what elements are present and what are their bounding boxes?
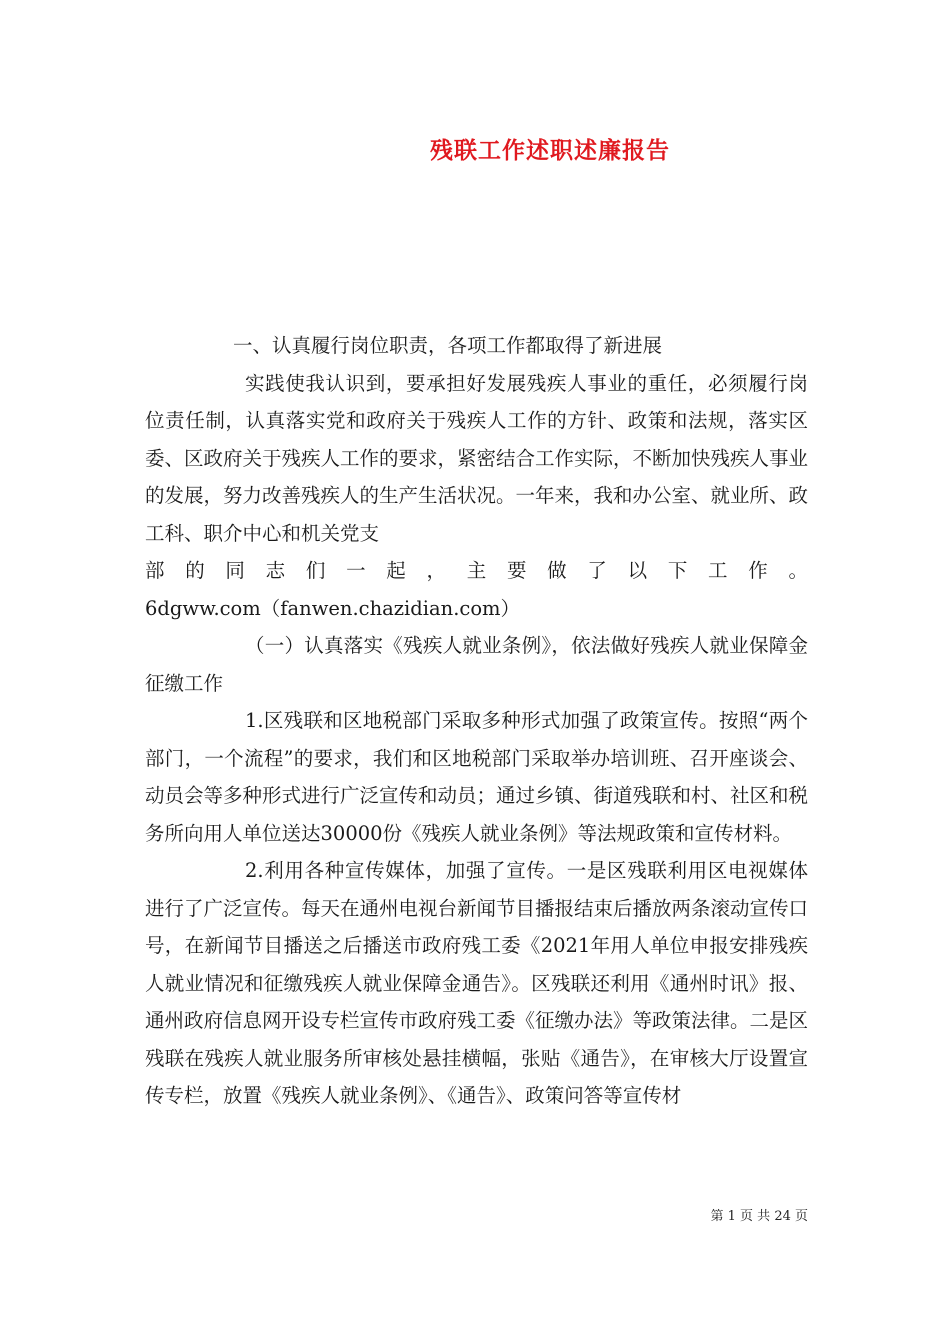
page-number-footer: 第 1 页 共 24 页	[710, 1209, 808, 1224]
subheading-1: （一）认真落实《残疾人就业条例》，依法做好残疾人就业保障金征缴工作	[145, 634, 808, 695]
paragraph-1: 实践使我认识到，要承担好发展残疾人事业的重任，必须履行岗位责任制，认真落实党和政府关于残疾人工作的方针、政策和法规，落实区委、区政府关于残疾人工作的要求，紧密结合工作实际，不断加快残疾人事业的发展，努力改善残疾人的生产生活状况。一年来，我和办公室、就业所、政工科、职介中心和机关党支	[145, 371, 809, 545]
paragraph-1-spread-line: 部的同志们一起，主要做了以下工作。	[145, 559, 808, 582]
document-title: 残联工作述职述廉报告	[430, 137, 670, 164]
list-item-2: 2.利用各种宣传媒体，加强了宣传。一是区残联利用区电视媒体进行了广泛宣传。每天在通州电视台新闻节目播报结束后播放两条滚动宣传口号，在新闻节目播送之后播送市政府残工委《2021年用人单位申报安排残疾人就业情况和征缴残疾人就业保障金通告》。区残联还利用《通州时讯》报、通州政府信息网开设专栏宣传市政府残工委《征缴办法》等政策法律。二是区残联在残疾人就业服务所审核处悬挂横幅，张贴《通告》，在审核大厅设置宣传专栏，放置《残疾人就业条例》、《通告》、政策问答等宣传材	[145, 859, 809, 1107]
document-body	[145, 327, 808, 1115]
section-heading-1: 一、认真履行岗位职责，各项工作都取得了新进展	[233, 334, 663, 357]
list-item-1: 1.区残联和区地税部门采取多种形式加强了政策宣传。按照“两个部门，一个流程”的要求，我们和区地税部门采取举办培训班、召开座谈会、动员会等多种形式进行广泛宣传和动员；通过乡镇、街道残联和村、社区和税务所向用人单位送达30000份《残疾人就业条例》等法规政策和宣传材料。	[145, 709, 809, 845]
paragraph-1-tail: 6dgww.com（fanwen.chazidian.com）	[145, 596, 521, 620]
